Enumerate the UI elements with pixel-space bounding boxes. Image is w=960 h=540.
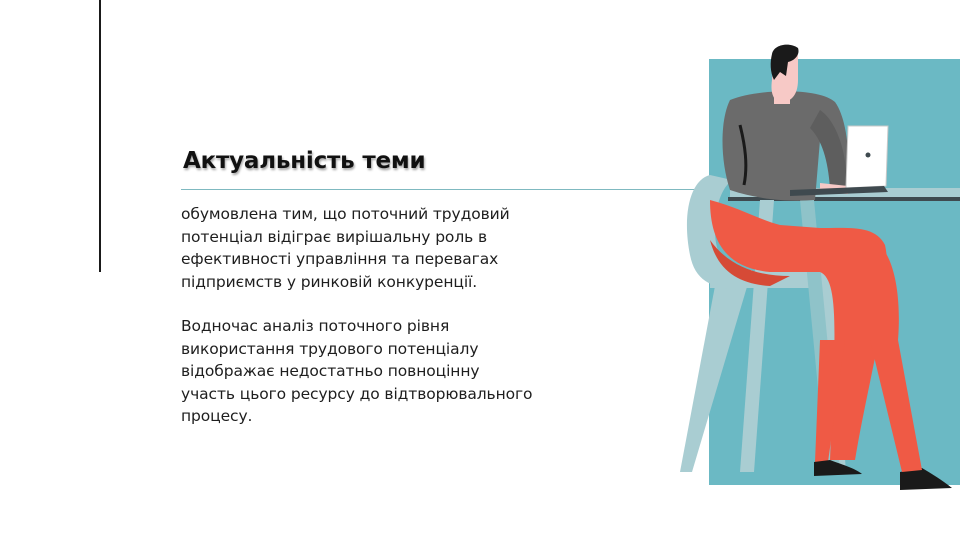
paragraph-line: обумовлена тим, що поточний трудовий: [181, 205, 510, 223]
slide-title: Актуальність теми: [183, 148, 426, 174]
paragraph-line: використання трудового потенціалу: [181, 339, 479, 358]
paragraph-line: потенціал відіграє вирішальну роль в: [181, 227, 488, 246]
decorative-vertical-line: [99, 0, 101, 272]
paragraph-line: відображає недостатньо повноцінну: [181, 362, 480, 380]
paragraph-analysis: [181, 315, 581, 428]
paragraph-line: процесу.: [181, 407, 253, 425]
paragraph-line: участь цього ресурсу до відтворювального: [181, 384, 533, 403]
person-at-laptop-illustration: [670, 40, 960, 510]
laptop-logo: [866, 153, 871, 158]
paragraph-line: Водночас аналіз поточного рівня: [181, 317, 450, 335]
title-divider: [181, 189, 700, 190]
paragraph-relevance: [181, 203, 581, 293]
paragraph-line: ефективності управління та перевагах: [181, 250, 499, 268]
paragraph-line: підприємств у ринковій конкуренції.: [181, 272, 478, 291]
